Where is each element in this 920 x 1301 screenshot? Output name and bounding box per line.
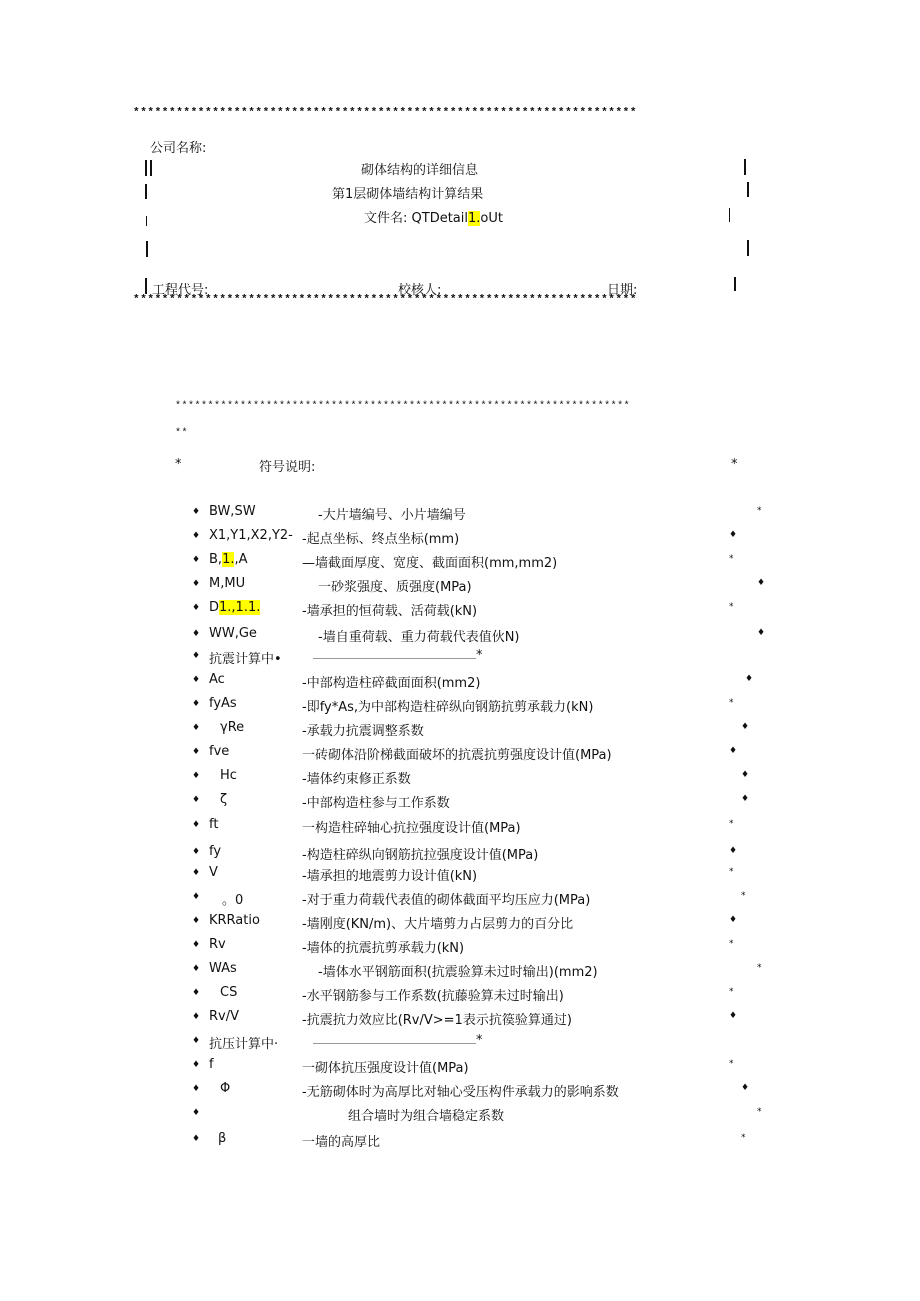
border-mark	[145, 278, 147, 294]
bullet-icon: ♦	[192, 964, 201, 974]
legend-symbol: 。0	[222, 893, 244, 908]
section-heading: 抗震计算中•	[209, 652, 282, 667]
legend-symbol: WW,Ge	[209, 626, 257, 641]
project-code-label: 工程代号:	[152, 283, 209, 298]
legend-description: -墙体水平钢筋面积(抗震验算未过时输出)(mm2)	[318, 965, 598, 980]
legend-symbol: Hc	[220, 768, 237, 783]
legend-symbol: M,MU	[209, 576, 246, 591]
row-mark: *	[729, 867, 734, 877]
legend-row	[0, 792, 920, 814]
legend-row	[0, 961, 920, 983]
legend-description: -墙承担的地震剪力设计值(kN)	[302, 869, 478, 884]
legend-row	[0, 552, 920, 574]
document-title: 砌体结构的详细信息	[361, 163, 479, 178]
border-mark	[744, 159, 746, 175]
bullet-icon: ♦	[192, 988, 201, 998]
row-mark: ♦	[729, 915, 738, 925]
bullet-icon: ♦	[192, 1012, 201, 1022]
file-name-line	[364, 207, 503, 226]
legend-symbol: Ac	[209, 672, 225, 687]
bullet-icon: ♦	[192, 820, 201, 830]
legend-star-left: *	[175, 457, 182, 472]
legend-symbol: fve	[209, 744, 230, 759]
bullet-icon: ♦	[192, 1060, 201, 1070]
file-name-label: 文件名:	[364, 211, 408, 226]
legend-symbol: Rv/V	[209, 1009, 239, 1024]
legend-symbol: fy	[209, 844, 222, 859]
file-name-value: QTDetail1.oUt	[411, 211, 503, 226]
legend-row	[0, 1081, 920, 1103]
header-star-line-bottom: **********************************************************************	[133, 294, 638, 306]
legend-description: -大片墙编号、小片墙编号	[318, 508, 466, 523]
company-name-label: 公司名称:	[150, 141, 207, 156]
border-mark	[150, 160, 152, 176]
legend-description: -对于重力荷载代表值的砌体截面平均压应力(MPa)	[302, 893, 591, 908]
border-mark	[145, 184, 147, 199]
row-mark: ♦	[729, 846, 738, 856]
legend-symbol: f	[209, 1057, 214, 1072]
legend-symbol: fyAs	[209, 696, 237, 711]
legend-row	[0, 744, 920, 766]
legend-row	[0, 865, 920, 887]
row-mark: ♦	[745, 674, 754, 684]
section-heading: 抗压计算中·	[209, 1037, 279, 1052]
legend-row	[0, 844, 920, 866]
row-mark: ♦	[741, 770, 750, 780]
document-subtitle: 第1层砌体墙结构计算结果	[332, 187, 484, 202]
legend-symbol: ft	[209, 817, 219, 832]
legend-symbol: ζ	[220, 792, 228, 807]
legend-title: 符号说明:	[259, 460, 316, 475]
checker-label: 校核人:	[398, 283, 442, 298]
border-mark	[146, 241, 148, 257]
legend-row	[0, 626, 920, 648]
bullet-icon: ♦	[192, 699, 201, 709]
border-mark	[729, 208, 730, 222]
legend-symbol: β	[218, 1131, 227, 1146]
row-mark: *	[729, 1059, 734, 1069]
legend-section-row	[0, 648, 920, 670]
highlight-mark: 1.	[468, 211, 481, 226]
row-mark: ♦	[757, 628, 766, 638]
legend-description: -墙承担的恒荷载、活荷载(kN)	[302, 604, 478, 619]
legend-description: -中部构造柱碎截面面积(mm2)	[302, 676, 481, 691]
bullet-icon: ♦	[192, 1108, 201, 1118]
row-mark: *	[757, 506, 762, 516]
bullet-icon: ♦	[192, 579, 201, 589]
legend-description: -水平钢筋参与工作系数(抗藤验算未过时输出)	[302, 989, 564, 1004]
bullet-icon: ♦	[192, 1036, 201, 1046]
legend-description: -中部构造柱参与工作系数	[302, 796, 450, 811]
border-mark	[145, 160, 147, 176]
bullet-icon: ♦	[192, 603, 201, 613]
legend-symbol: γRe	[220, 720, 245, 735]
row-mark: *	[729, 602, 734, 612]
legend-row	[0, 1131, 920, 1153]
bullet-icon: ♦	[192, 1134, 201, 1144]
bullet-icon: ♦	[192, 771, 201, 781]
legend-star-short: **	[175, 428, 189, 439]
legend-description: -即fy*As,为中部构造柱碎纵向钢筋抗剪承载力(kN)	[302, 700, 594, 715]
row-mark: ♦	[729, 530, 738, 540]
legend-description: 一砂浆强度、质强度(MPa)	[318, 580, 472, 595]
legend-row	[0, 1009, 920, 1031]
row-mark: ♦	[741, 794, 750, 804]
row-mark: ♦	[757, 578, 766, 588]
legend-description: -墙体约束修正系数	[302, 772, 411, 787]
separator-star: *	[476, 1033, 483, 1048]
bullet-icon: ♦	[192, 868, 201, 878]
row-mark: ♦	[741, 1083, 750, 1093]
header-star-line-top: **********************************************************************	[133, 107, 638, 119]
legend-symbol: B,1.,A	[209, 552, 248, 567]
bullet-icon: ♦	[192, 847, 201, 857]
bullet-icon: ♦	[192, 675, 201, 685]
separator-line	[313, 658, 476, 659]
border-mark	[146, 216, 147, 226]
row-mark: ♦	[729, 746, 738, 756]
row-mark: *	[729, 819, 734, 829]
legend-row	[0, 672, 920, 694]
legend-symbol: BW,SW	[209, 504, 256, 519]
legend-description: -承载力抗震调整系数	[302, 724, 424, 739]
bullet-icon: ♦	[192, 629, 201, 639]
legend-row	[0, 528, 920, 550]
legend-description: 一砌体抗压强度设计值(MPa)	[302, 1061, 469, 1076]
highlight-mark: 1.,1.1.	[219, 600, 261, 615]
legend-description: -墙刚度(KN/m)、大片墙剪力占层剪力的百分比	[302, 917, 574, 932]
legend-description: 一墙的高厚比	[302, 1135, 381, 1150]
legend-row	[0, 817, 920, 839]
legend-row	[0, 913, 920, 935]
legend-row	[0, 576, 920, 598]
separator-line	[313, 1043, 476, 1044]
legend-row	[0, 889, 920, 911]
bullet-icon: ♦	[192, 795, 201, 805]
legend-row	[0, 504, 920, 526]
legend-row	[0, 696, 920, 718]
legend-row	[0, 1105, 920, 1127]
legend-symbol: X1,Y1,X2,Y2-	[209, 528, 293, 543]
legend-description: -墙自重荷载、重力荷载代表值伙N)	[318, 630, 520, 645]
legend-description: -起点坐标、终点坐标(mm)	[302, 532, 460, 547]
legend-description: -无筋砌体时为高厚比对轴心受压构件承载力的影响系数	[302, 1085, 619, 1100]
bullet-icon: ♦	[192, 507, 201, 517]
row-mark: ♦	[741, 722, 750, 732]
legend-description: -抗震抗力效应比(Rv/V>=1表示抗篌验算通过)	[302, 1013, 572, 1028]
bullet-icon: ♦	[192, 651, 201, 661]
legend-star-line: **********************************************************************	[175, 401, 631, 412]
legend-description: 一构造柱碎轴心抗拉强度设计值(MPa)	[302, 821, 521, 836]
row-mark: *	[757, 1107, 762, 1117]
legend-row	[0, 937, 920, 959]
bullet-icon: ♦	[192, 892, 201, 902]
bullet-icon: ♦	[192, 555, 201, 565]
legend-description: 一砖砌体沿阶梯截面破坏的抗震抗剪强度设计值(MPa)	[302, 748, 612, 763]
date-label: 日期:	[607, 283, 638, 298]
row-mark: *	[729, 939, 734, 949]
row-mark: *	[757, 963, 762, 973]
legend-row	[0, 1057, 920, 1079]
legend-symbol: KRRatio	[209, 913, 260, 928]
legend-row	[0, 985, 920, 1007]
row-mark: *	[729, 987, 734, 997]
row-mark: *	[741, 1133, 746, 1143]
bullet-icon: ♦	[192, 747, 201, 757]
bullet-icon: ♦	[192, 531, 201, 541]
legend-symbol: Φ	[220, 1081, 231, 1096]
bullet-icon: ♦	[192, 940, 201, 950]
row-mark: ♦	[729, 1011, 738, 1021]
legend-symbol: D1.,1.1.	[209, 600, 261, 615]
legend-description: -构造柱碎纵向钢筋抗拉强度设计值(MPa)	[302, 848, 539, 863]
legend-star-right: *	[731, 457, 738, 472]
legend-symbol: WAs	[209, 961, 237, 976]
legend-description: -墙体的抗震抗剪承载力(kN)	[302, 941, 465, 956]
bullet-icon: ♦	[192, 1084, 201, 1094]
border-mark	[747, 240, 749, 256]
legend-row	[0, 600, 920, 622]
bullet-icon: ♦	[192, 916, 201, 926]
legend-section-row	[0, 1033, 920, 1055]
separator-star: *	[476, 648, 483, 663]
row-mark: *	[729, 554, 734, 564]
legend-description: 组合墙时为组合墙稳定系数	[348, 1109, 505, 1124]
border-mark	[747, 182, 749, 197]
legend-row	[0, 720, 920, 742]
row-mark: *	[729, 698, 734, 708]
bullet-icon: ♦	[192, 723, 201, 733]
border-mark	[734, 277, 736, 291]
highlight-mark: 1.	[222, 552, 235, 567]
legend-symbol: CS	[220, 985, 238, 1000]
legend-row	[0, 768, 920, 790]
legend-symbol: V	[209, 865, 218, 880]
row-mark: *	[741, 891, 746, 901]
legend-description: —墙截面厚度、宽度、截面面积(mm,mm2)	[302, 556, 558, 571]
legend-symbol: Rv	[209, 937, 226, 952]
